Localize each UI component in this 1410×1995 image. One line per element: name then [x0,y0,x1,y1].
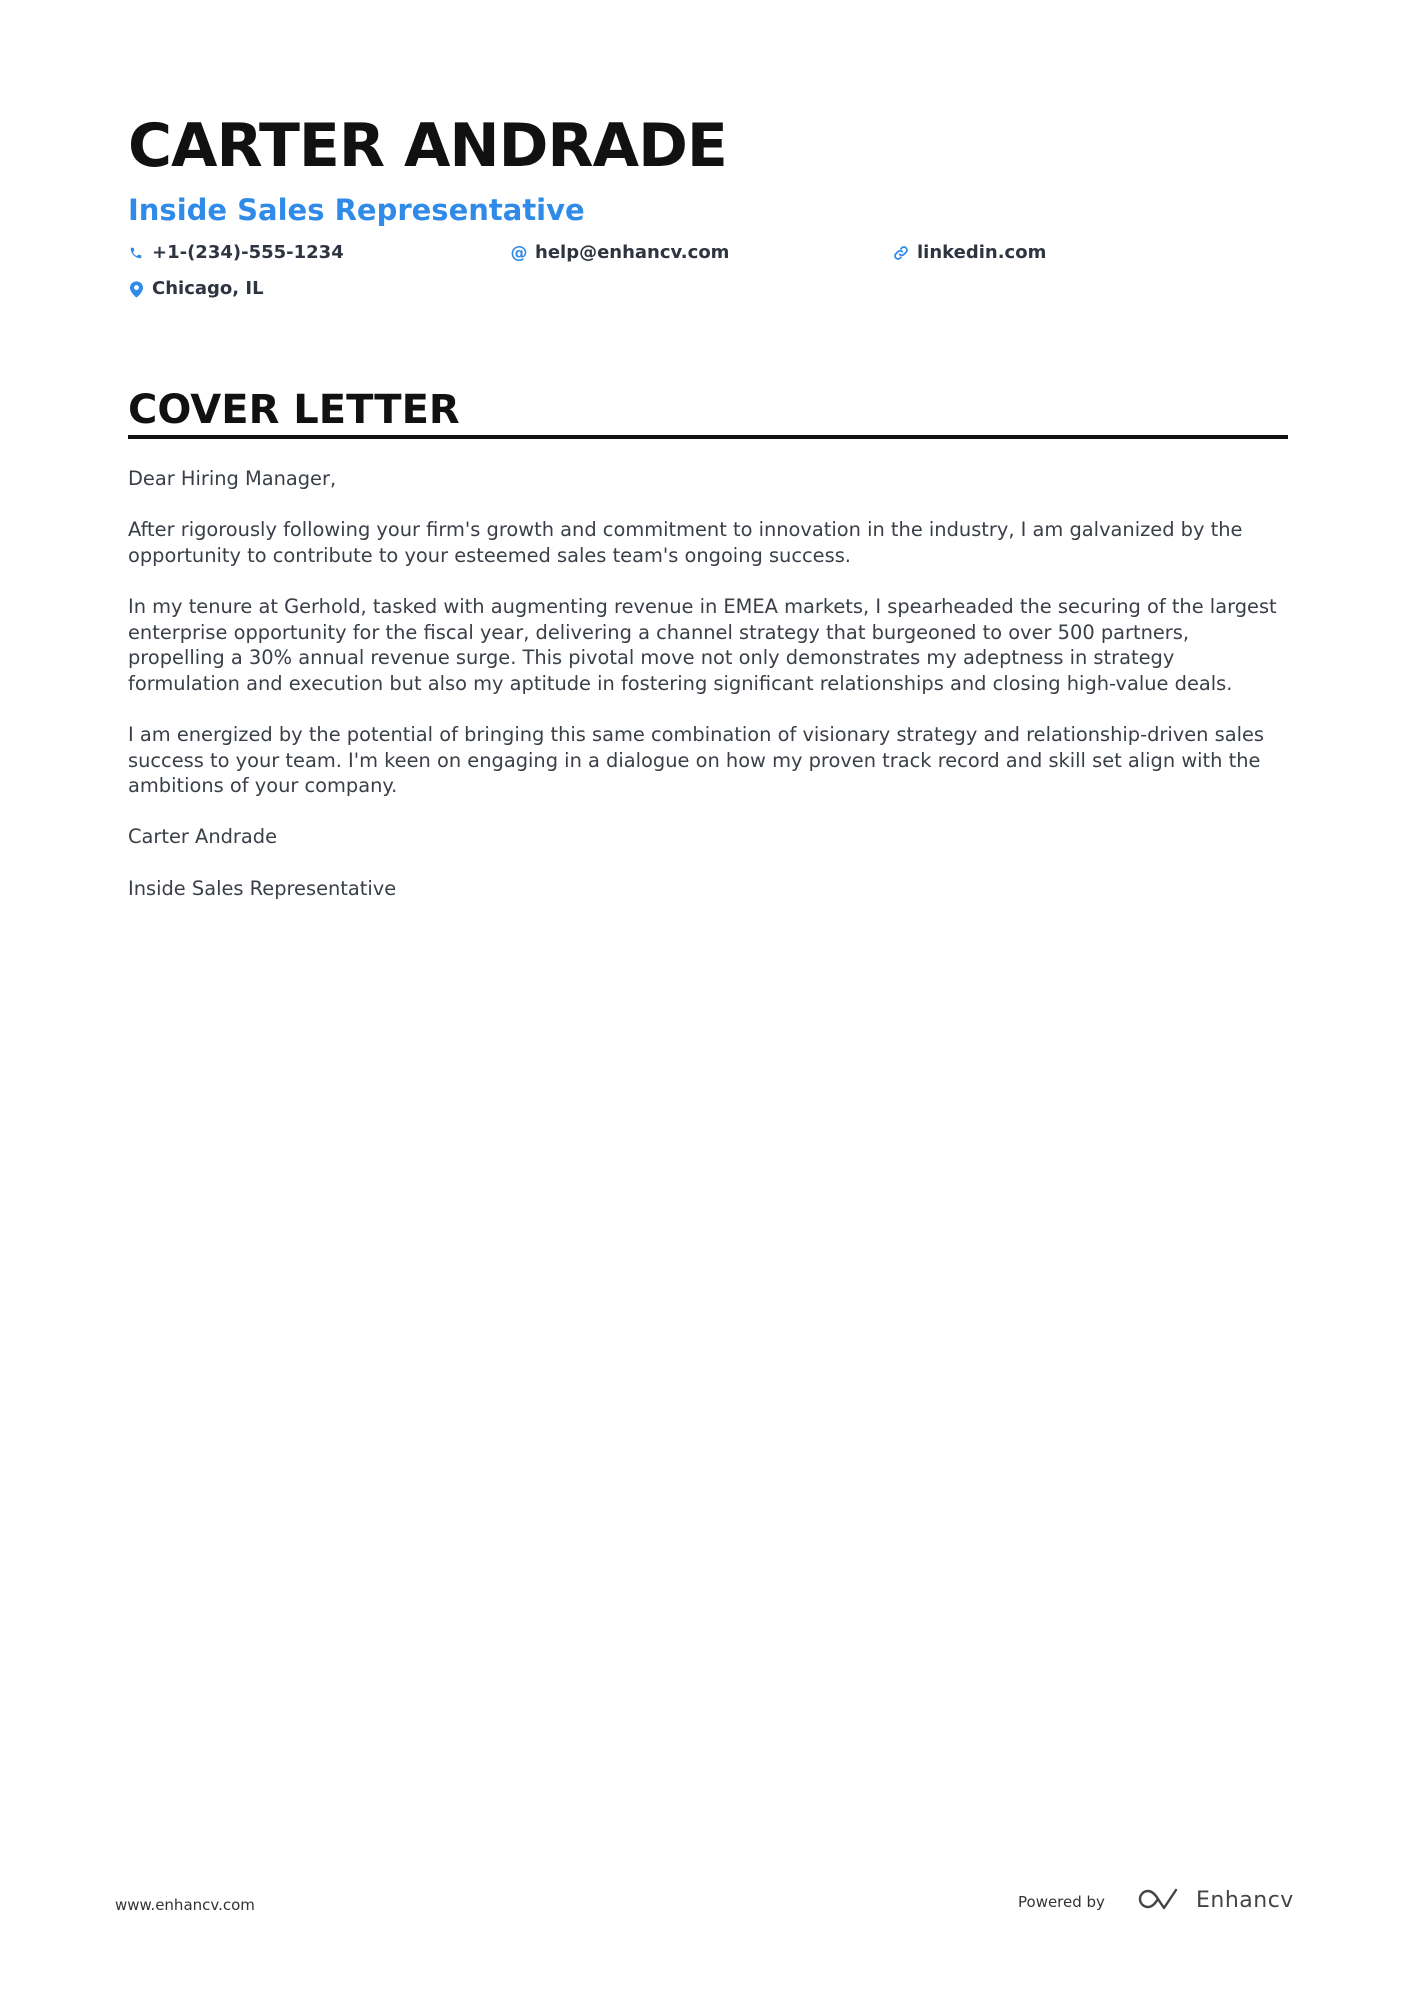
contact-linkedin[interactable] [893,241,1046,265]
phone-icon [128,244,144,262]
letter-paragraph-1: After rigorously following your firm's growth and commitment to innovation in the industry, I am galvanized by the opportunity to contribute to your esteemed sales team's ongoing success. [128,518,1243,567]
brand-name: Enhancv [1196,1888,1294,1913]
enhancv-logo-icon [1138,1887,1184,1916]
phone-text: +1-(234)-555-1234 [152,242,344,263]
linkedin-text: linkedin.com [917,242,1047,263]
contact-location [128,277,264,301]
signoff-name: Carter Andrade [128,825,278,849]
map-pin-icon [128,280,144,298]
location-text: Chicago, IL [152,278,264,299]
at-icon: @ [510,243,528,263]
section-divider [128,435,1288,439]
letter-greeting: Dear Hiring Manager, [128,467,337,490]
footer-powered-by: Powered by [1018,1893,1105,1911]
candidate-title: Inside Sales Representative [128,193,585,227]
letter-body [128,466,1288,927]
candidate-name: CARTER ANDRADE [128,111,727,181]
section-heading: COVER LETTER [128,387,460,433]
letter-paragraph-3: I am energized by the potential of bringing this same combination of visionary strategy and relationship-driven sales success to your team. I'm keen on engaging in a dialogue on how my proven track record and skill set align with the ambitions of your company. [128,722,1265,798]
link-icon [893,244,909,262]
contact-email[interactable] [511,241,729,265]
letter-paragraph-2: In my tenure at Gerhold, tasked with augmenting revenue in EMEA markets, I spearheaded the securing of the largest enterprise opportunity for the fiscal year, delivering a channel strategy that burgeoned to over 500 partners, propelling a 30% annual revenue surge. This pivotal move not only demonstrates my adeptness in strategy formulation and execution but also my aptitude in fostering significant relationships and closing high-value deals. [128,594,1277,695]
signoff-title: Inside Sales Representative [128,876,397,900]
footer-website-link[interactable]: www.enhancv.com [115,1896,255,1914]
email-text: help@enhancv.com [535,242,730,263]
footer-brand-logo[interactable] [1138,1886,1294,1916]
contact-phone[interactable] [128,241,344,265]
